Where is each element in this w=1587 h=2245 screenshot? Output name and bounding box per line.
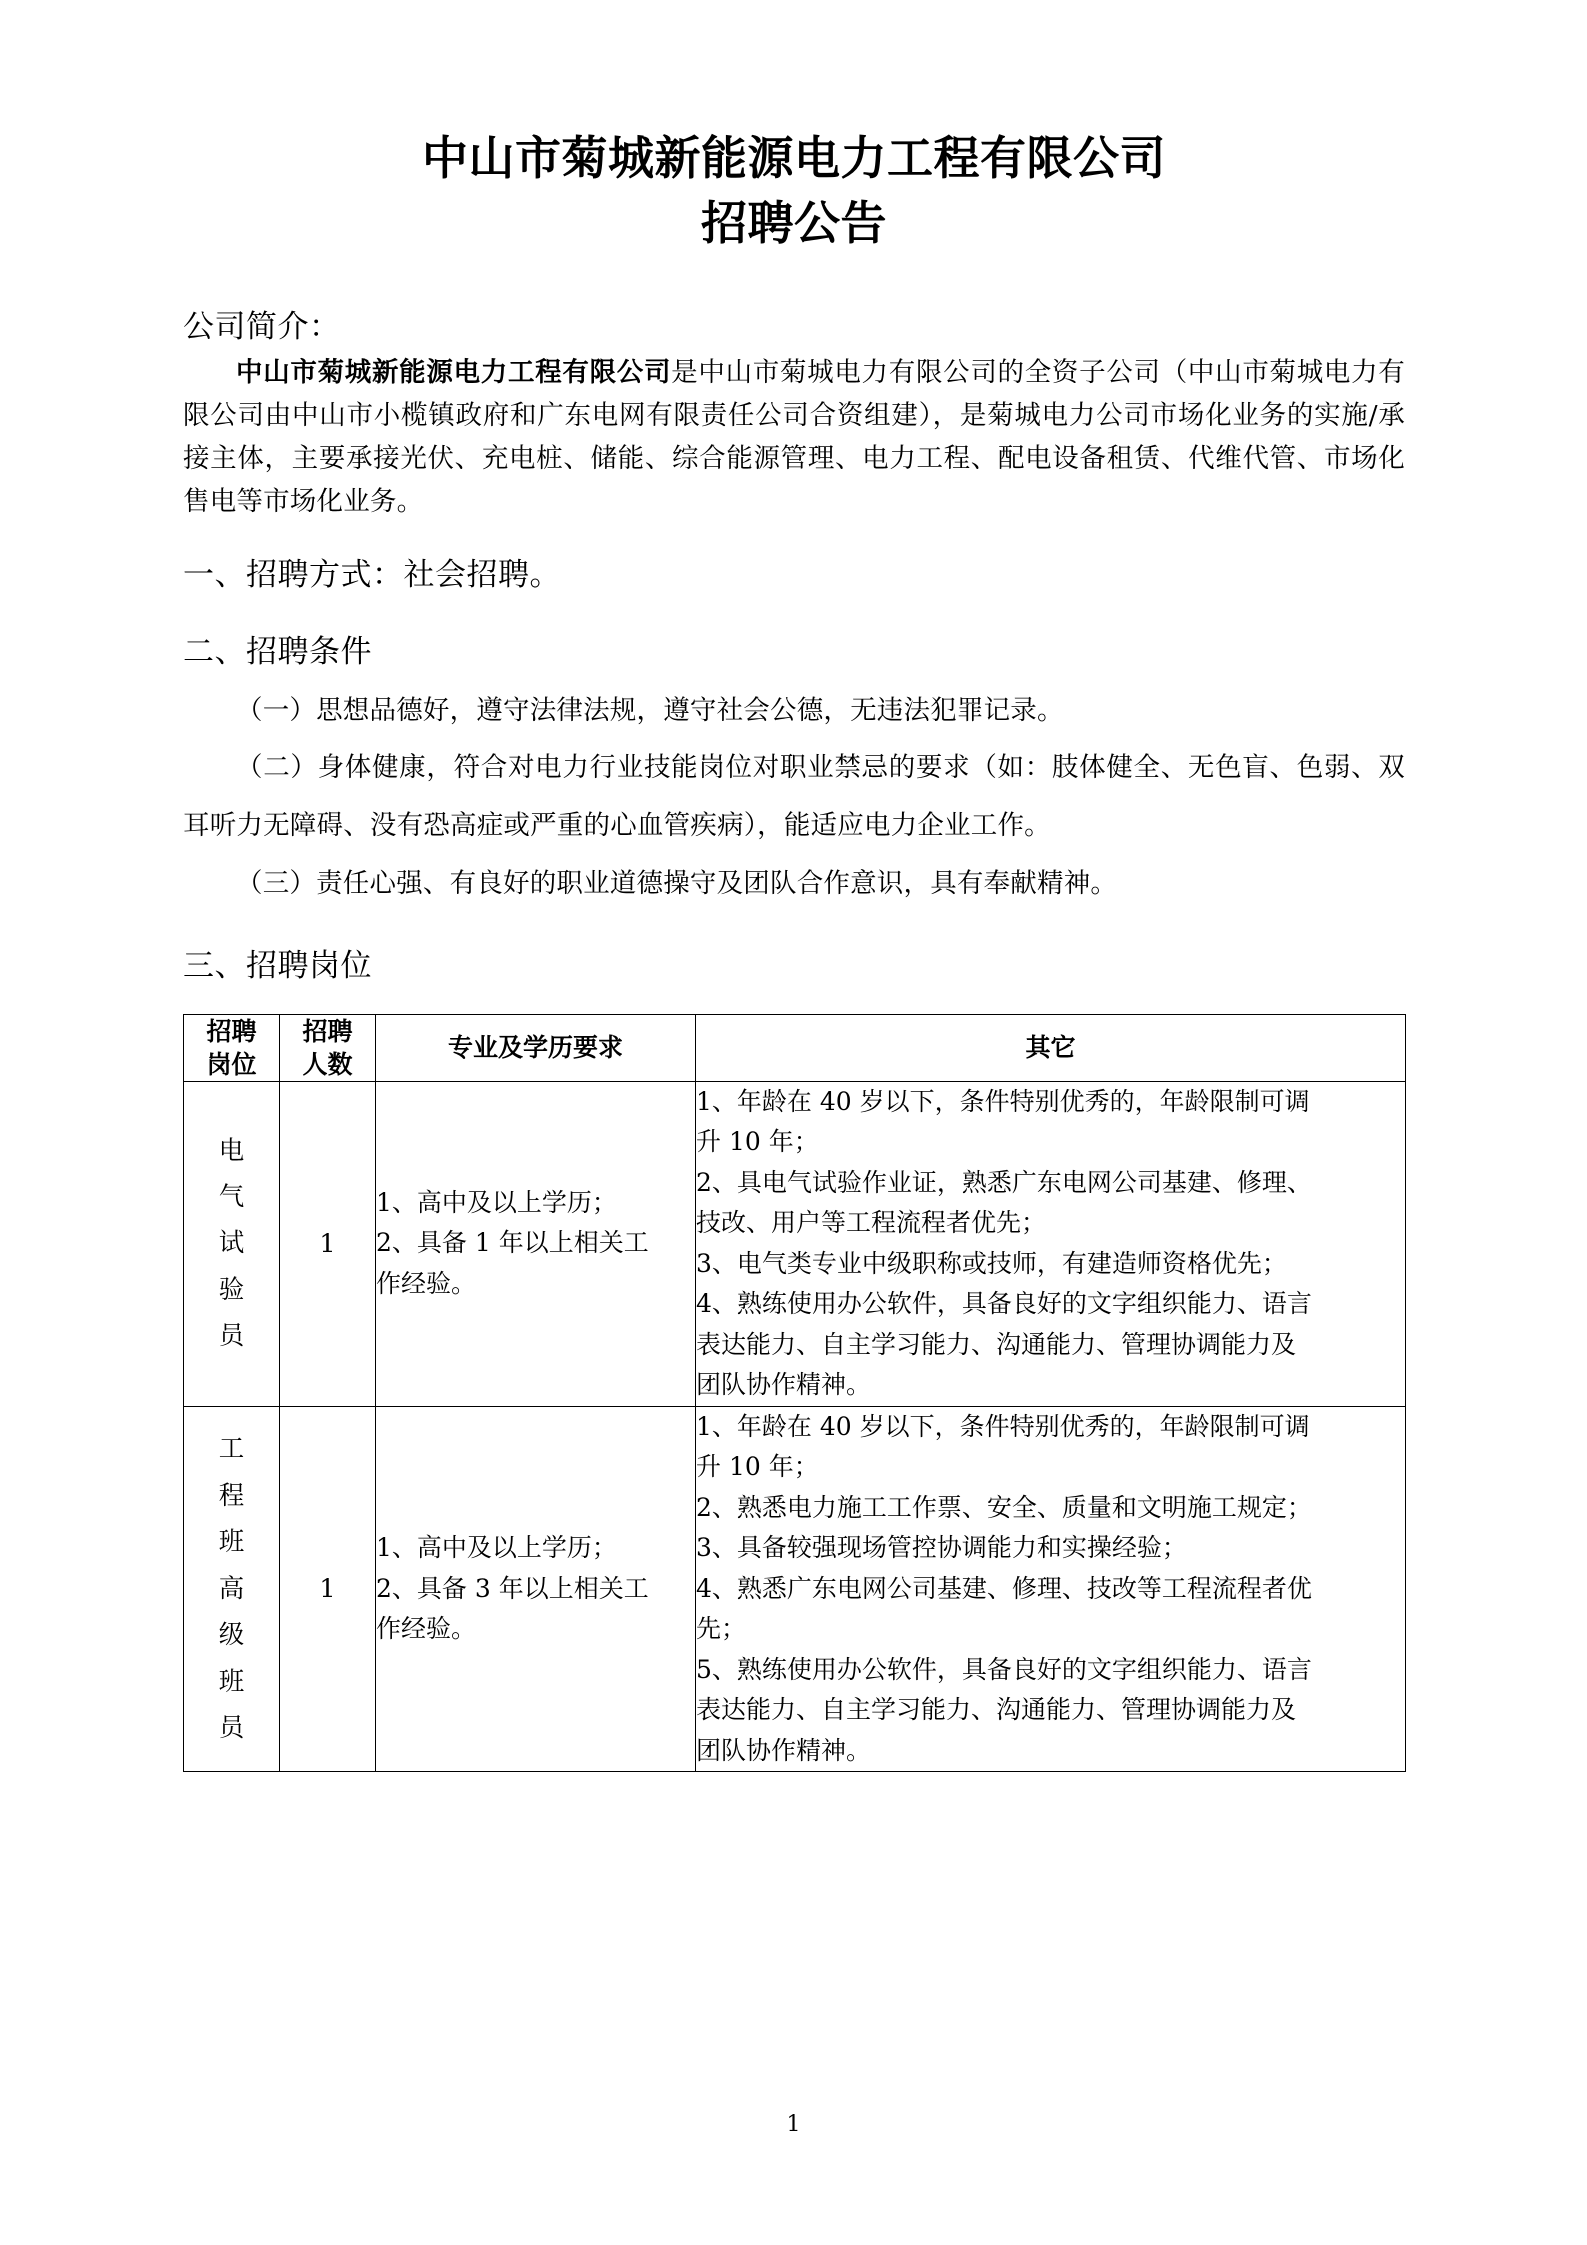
jobs-table xyxy=(183,1014,1406,1773)
other-line: 技改、用户等工程流程者优先； xyxy=(696,1208,1047,1238)
other-line: 团队协作精神。 xyxy=(696,1735,872,1765)
company-intro-heading: 公司简介： xyxy=(183,308,341,345)
other-line: 团队协作精神。 xyxy=(696,1370,872,1400)
document-content xyxy=(183,0,1405,1772)
section-heading-recruitment-conditions: 二、招聘条件 xyxy=(183,633,372,670)
other-line: 1、年龄在 40 岁以下，条件特别优秀的，年龄限制可调 xyxy=(696,1086,1310,1116)
post-char: 试 xyxy=(218,1228,245,1259)
cell-post-name xyxy=(184,1081,280,1406)
post-char: 电 xyxy=(218,1135,245,1166)
post-char: 班 xyxy=(218,1666,245,1697)
requirement-line: 作经验。 xyxy=(376,1268,477,1298)
post-char: 员 xyxy=(218,1321,245,1352)
post-char: 工 xyxy=(218,1434,245,1465)
section-heading-recruitment-posts: 三、招聘岗位 xyxy=(183,947,372,984)
cell-major-requirements xyxy=(376,1081,696,1406)
post-char: 验 xyxy=(218,1274,245,1305)
title-line-2: 招聘公告 xyxy=(701,196,887,251)
cell-post-count: 1 xyxy=(280,1406,376,1772)
column-header-post-line1: 招聘 xyxy=(206,1016,257,1046)
other-line: 升 10 年； xyxy=(696,1127,819,1157)
column-header-post xyxy=(184,1014,280,1081)
condition-item-3: （三）责任心强、有良好的职业道德操守及团队合作意识，具有奉献精神。 xyxy=(236,867,1118,899)
table-header-row xyxy=(184,1014,1406,1081)
company-intro-rest: 是中山市菊城电力有限公司的全资子公司（中山市菊城电力有限公司由中山市小榄镇政府和广东电网有限责任公司合资组建），是菊城电力公司市场化业务的实施/承接主体，主要承接光伏、充电桩、储能、综合能源管理、电力工程、配电设备租赁、代维代管、市场化售电等市场化业务。 xyxy=(183,357,1406,517)
other-line: 1、年龄在 40 岁以下，条件特别优秀的，年龄限制可调 xyxy=(696,1411,1310,1441)
other-line: 4、熟悉广东电网公司基建、修理、技改等工程流程者优 xyxy=(696,1573,1312,1603)
table-row xyxy=(184,1081,1406,1406)
column-header-major: 专业及学历要求 xyxy=(376,1014,696,1081)
column-header-count xyxy=(280,1014,376,1081)
other-line: 先； xyxy=(696,1614,747,1644)
post-char: 级 xyxy=(218,1620,245,1651)
other-line: 表达能力、自主学习能力、沟通能力、管理协调能力及 xyxy=(696,1695,1297,1725)
requirement-line: 2、具备 1 年以上相关工 xyxy=(376,1228,649,1258)
other-line: 表达能力、自主学习能力、沟通能力、管理协调能力及 xyxy=(696,1329,1297,1359)
column-header-count-line1: 招聘 xyxy=(302,1016,353,1046)
cell-other-requirements xyxy=(696,1406,1406,1772)
other-line: 3、电气类专业中级职称或技师，有建造师资格优先； xyxy=(696,1248,1287,1278)
title-line-1: 中山市菊城新能源电力工程有限公司 xyxy=(422,131,1166,185)
requirement-line: 1、高中及以上学历； xyxy=(376,1187,617,1217)
post-char: 高 xyxy=(218,1573,245,1604)
post-char: 班 xyxy=(218,1527,245,1558)
cell-post-count: 1 xyxy=(280,1081,376,1406)
post-char: 程 xyxy=(218,1480,245,1511)
other-line: 4、熟练使用办公软件，具备良好的文字组织能力、语言 xyxy=(696,1289,1312,1319)
table-row xyxy=(184,1406,1406,1772)
page-title xyxy=(183,0,1405,257)
column-header-other: 其它 xyxy=(696,1014,1406,1081)
column-header-count-line2: 人数 xyxy=(302,1049,353,1079)
other-line: 2、具电气试验作业证，熟悉广东电网公司基建、修理、 xyxy=(696,1167,1312,1197)
condition-item-1: （一）思想品德好，遵守法律法规，遵守社会公德，无违法犯罪记录。 xyxy=(236,694,1064,726)
other-line: 2、熟悉电力施工工作票、安全、质量和文明施工规定； xyxy=(696,1492,1312,1522)
other-line: 升 10 年； xyxy=(696,1452,819,1482)
page-number: 1 xyxy=(786,2112,801,2137)
other-line: 3、具备较强现场管控协调能力和实操经验； xyxy=(696,1533,1187,1563)
requirement-line: 2、具备 3 年以上相关工 xyxy=(376,1573,649,1603)
cell-post-name xyxy=(184,1406,280,1772)
condition-item-2: （二）身体健康，符合对电力行业技能岗位对职业禁忌的要求（如：肢体健全、无色盲、色弱、双耳听力无障碍、没有恐高症或严重的心血管疾病），能适应电力企业工作。 xyxy=(183,752,1405,842)
other-line: 5、熟练使用办公软件，具备良好的文字组织能力、语言 xyxy=(696,1654,1312,1684)
cell-other-requirements xyxy=(696,1081,1406,1406)
column-header-post-line2: 岗位 xyxy=(206,1049,257,1079)
post-char: 员 xyxy=(218,1712,245,1743)
requirement-line: 1、高中及以上学历； xyxy=(376,1533,617,1563)
cell-major-requirements xyxy=(376,1406,696,1772)
section-heading-recruitment-method: 一、招聘方式：社会招聘。 xyxy=(183,556,561,593)
company-name-bold: 中山市菊城新能源电力工程有限公司 xyxy=(236,357,672,389)
post-char: 气 xyxy=(218,1182,245,1213)
company-intro-paragraph xyxy=(183,352,1405,524)
requirement-line: 作经验。 xyxy=(376,1614,477,1644)
